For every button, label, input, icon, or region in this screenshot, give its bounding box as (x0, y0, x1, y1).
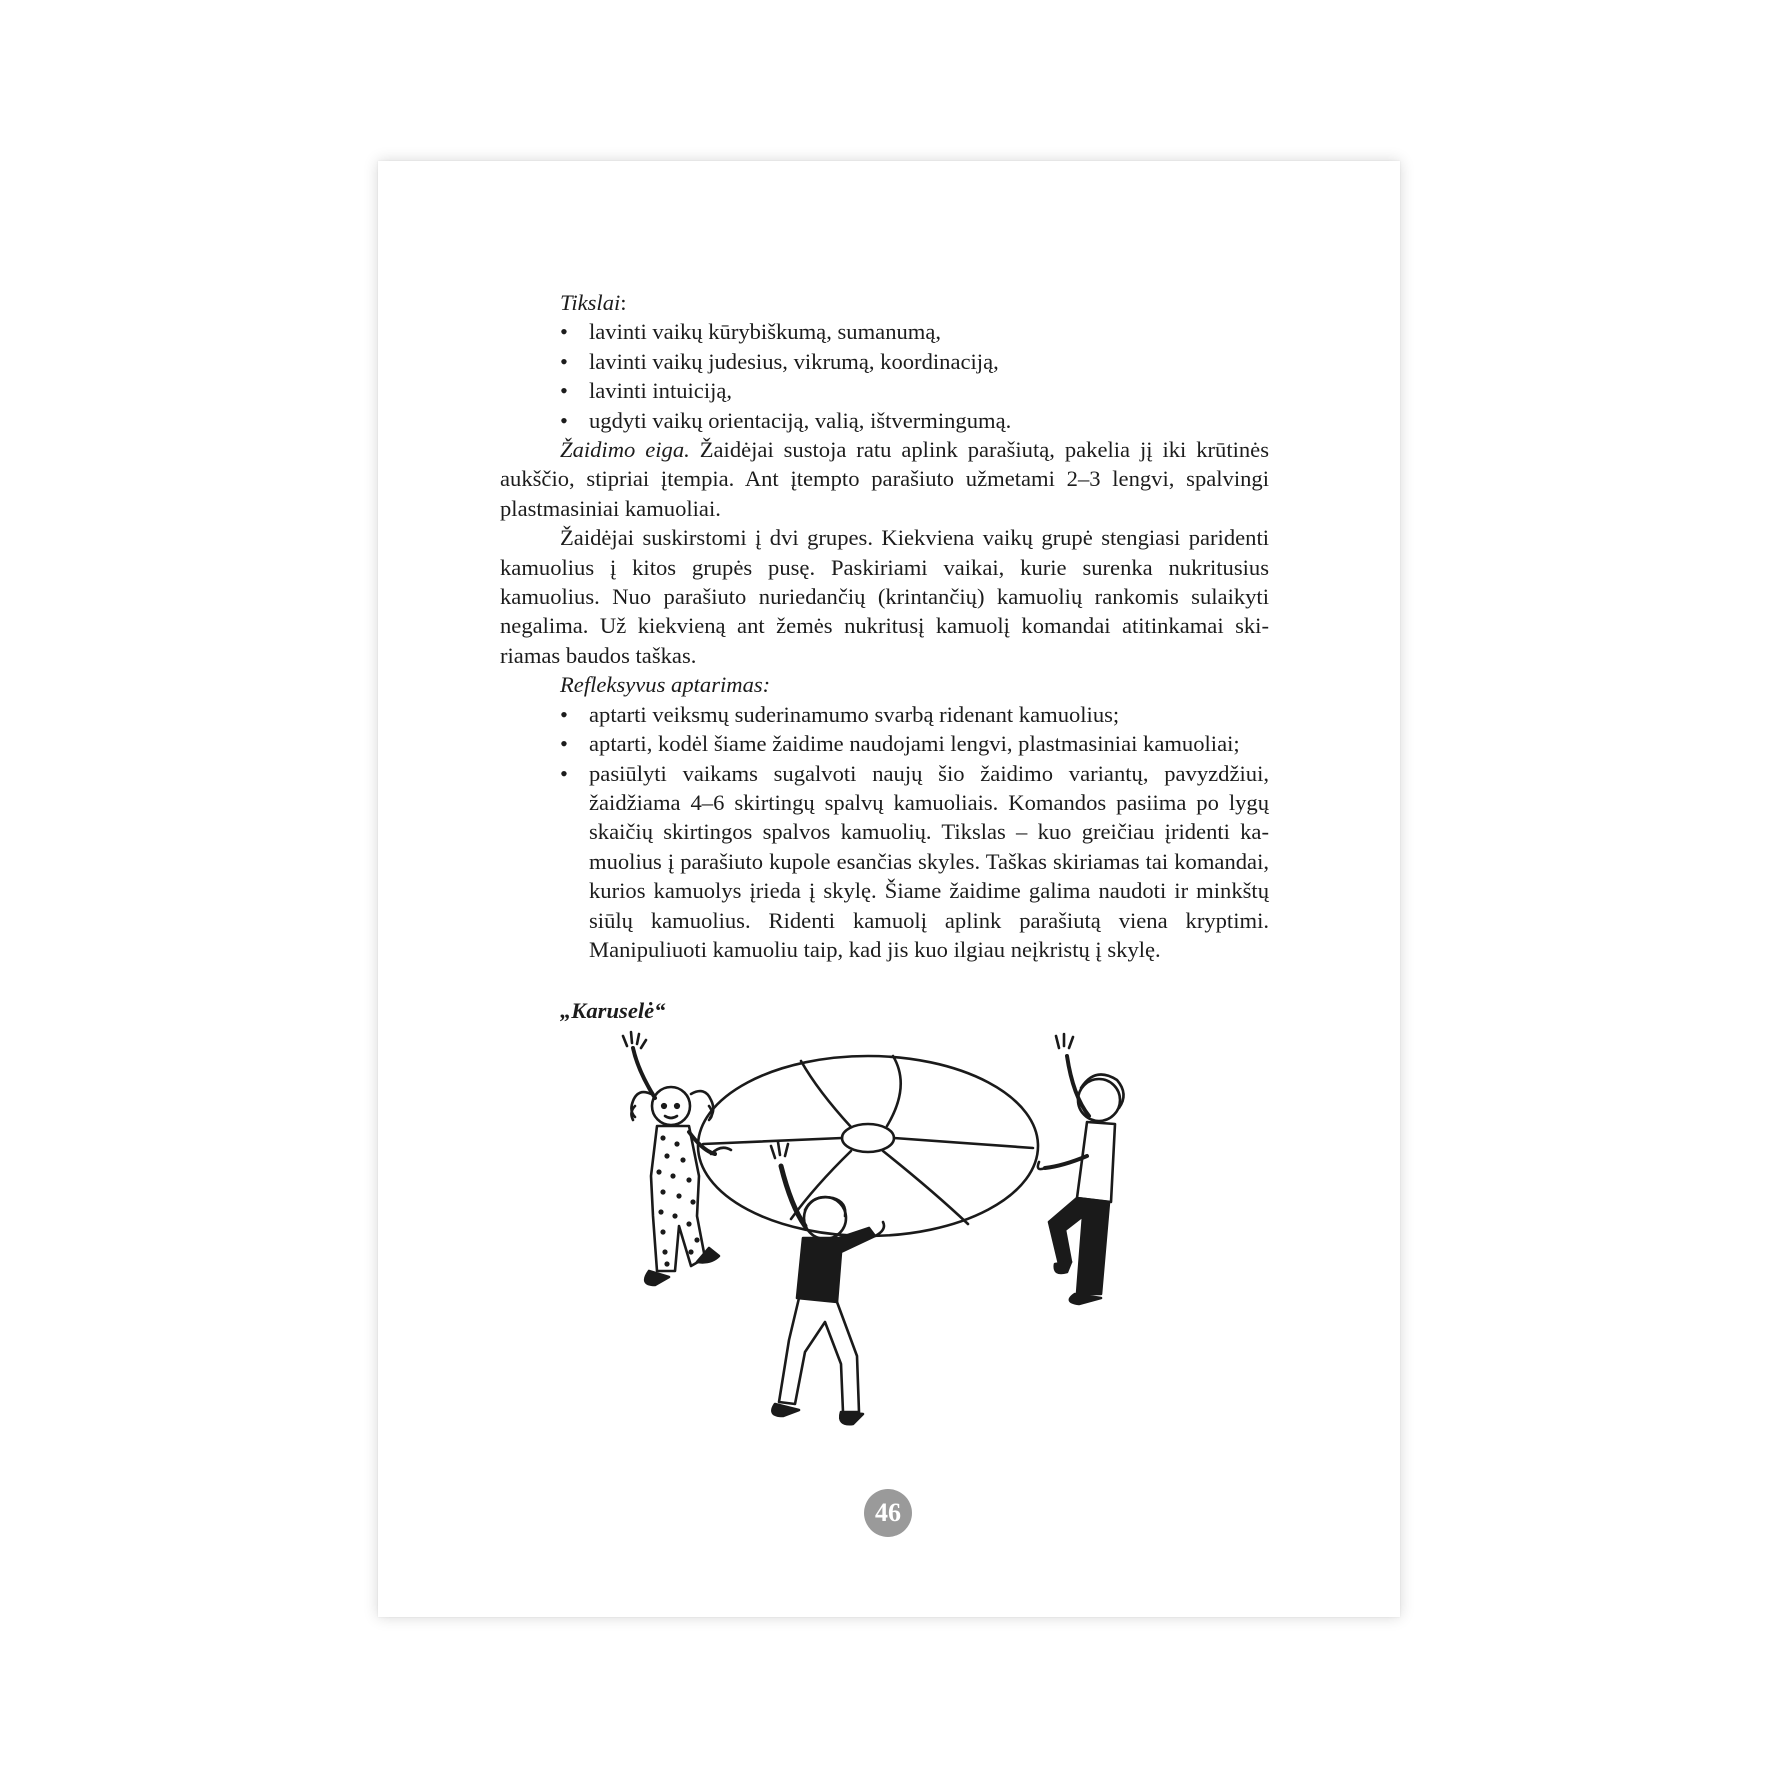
reflection-item: • aptarti veiksmų suderinamumo svarbą ridenant kamuolius; (589, 700, 1269, 729)
boy-right-figure (1038, 1034, 1124, 1304)
page-number: 46 (864, 1489, 912, 1537)
procedure-paragraph (500, 435, 1269, 523)
parachute-seam (887, 1056, 901, 1126)
goals-item: • lavinti vaikų kūrybiškumą, sumanumą, (589, 317, 1269, 346)
page-content (500, 288, 1269, 1026)
reflection-item: • pasiūlyti vaikams sugalvoti naujų šio žaidimo variantų, pavyzdžiui, žaidžiama 4–6 skirtingų spalvų kamuoliais. Komandos pasiima po lygų skaičių skirtingos spalvos kamuolių. Tikslas – kuo greičiau įridenti kamuolius į parašiuto kupole esančias skyles. Taškas skiriamas tai komandai, kurios kamuolys įrieda į skylę. Šiame žaidime galima naudoti ir minkštų siūlų kamuolius. Ridenti kamuolį aplink parašiutą viena kryptimi. Manipuliuoti kamuoliu taip, kad jis kuo ilgiau neįkristų į skylę. (589, 759, 1269, 965)
parachute-center-hole (842, 1124, 894, 1152)
reflection-heading: Refleksyvus aptarimas: (560, 672, 771, 698)
parachute-canopy (698, 1056, 1038, 1236)
parachute-seam (883, 1151, 968, 1224)
procedure-text: Žaidėjai sustoja ratu aplink parašiutą, pakelia jį iki krūtinės aukščio, stipriai įtempia. Ant įtempto parašiuto užmetami 2–3 lengvi, spalvingi plastmasiniai kamuoliai. (500, 437, 1269, 521)
goals-list (500, 317, 1269, 435)
goals-item: • lavinti intuiciją, (589, 376, 1269, 405)
game-title: „Karuselė“ (560, 998, 666, 1024)
reflection-list (500, 700, 1269, 965)
goals-item: • ugdyti vaikų orientaciją, valią, ištvermingumą. (589, 406, 1269, 435)
girl-figure (623, 1032, 731, 1285)
parachute-game-illustration (593, 1026, 1153, 1464)
goals-item: • lavinti vaikų judesius, vikrumą, koordinaciją, (589, 347, 1269, 376)
parachute-seam (801, 1061, 851, 1127)
reflection-item: • aptarti, kodėl šiame žaidime naudojami lengvi, plastmasiniai kamuoliai; (589, 729, 1269, 758)
procedure-runin: Žaidimo eiga. (560, 437, 690, 463)
goals-label: Tikslai (560, 290, 621, 315)
parachute-seam (894, 1138, 1033, 1148)
boy-center-figure (771, 1142, 884, 1424)
parachute-seam (703, 1138, 842, 1144)
rules-paragraph: Žaidėjai suskirstomi į dvi grupes. Kiekviena vaikų grupė stengiasi paridenti kamuolius į kitos grupės pusę. Paskiriami vaikai, kurie surenka nukritusius kamuolius. Nuo parašiuto nuriedančių (krintančių) kamuolių rankomis sulaikyti negalima. Už kiekvieną ant žemės nukritusį kamuolį komandai atitinkamai skiriamas baudos taškas. (500, 525, 1269, 668)
parachute-seam (791, 1151, 851, 1219)
book-page (378, 161, 1400, 1617)
goals-heading (500, 288, 1269, 317)
goals-colon: : (620, 290, 627, 315)
